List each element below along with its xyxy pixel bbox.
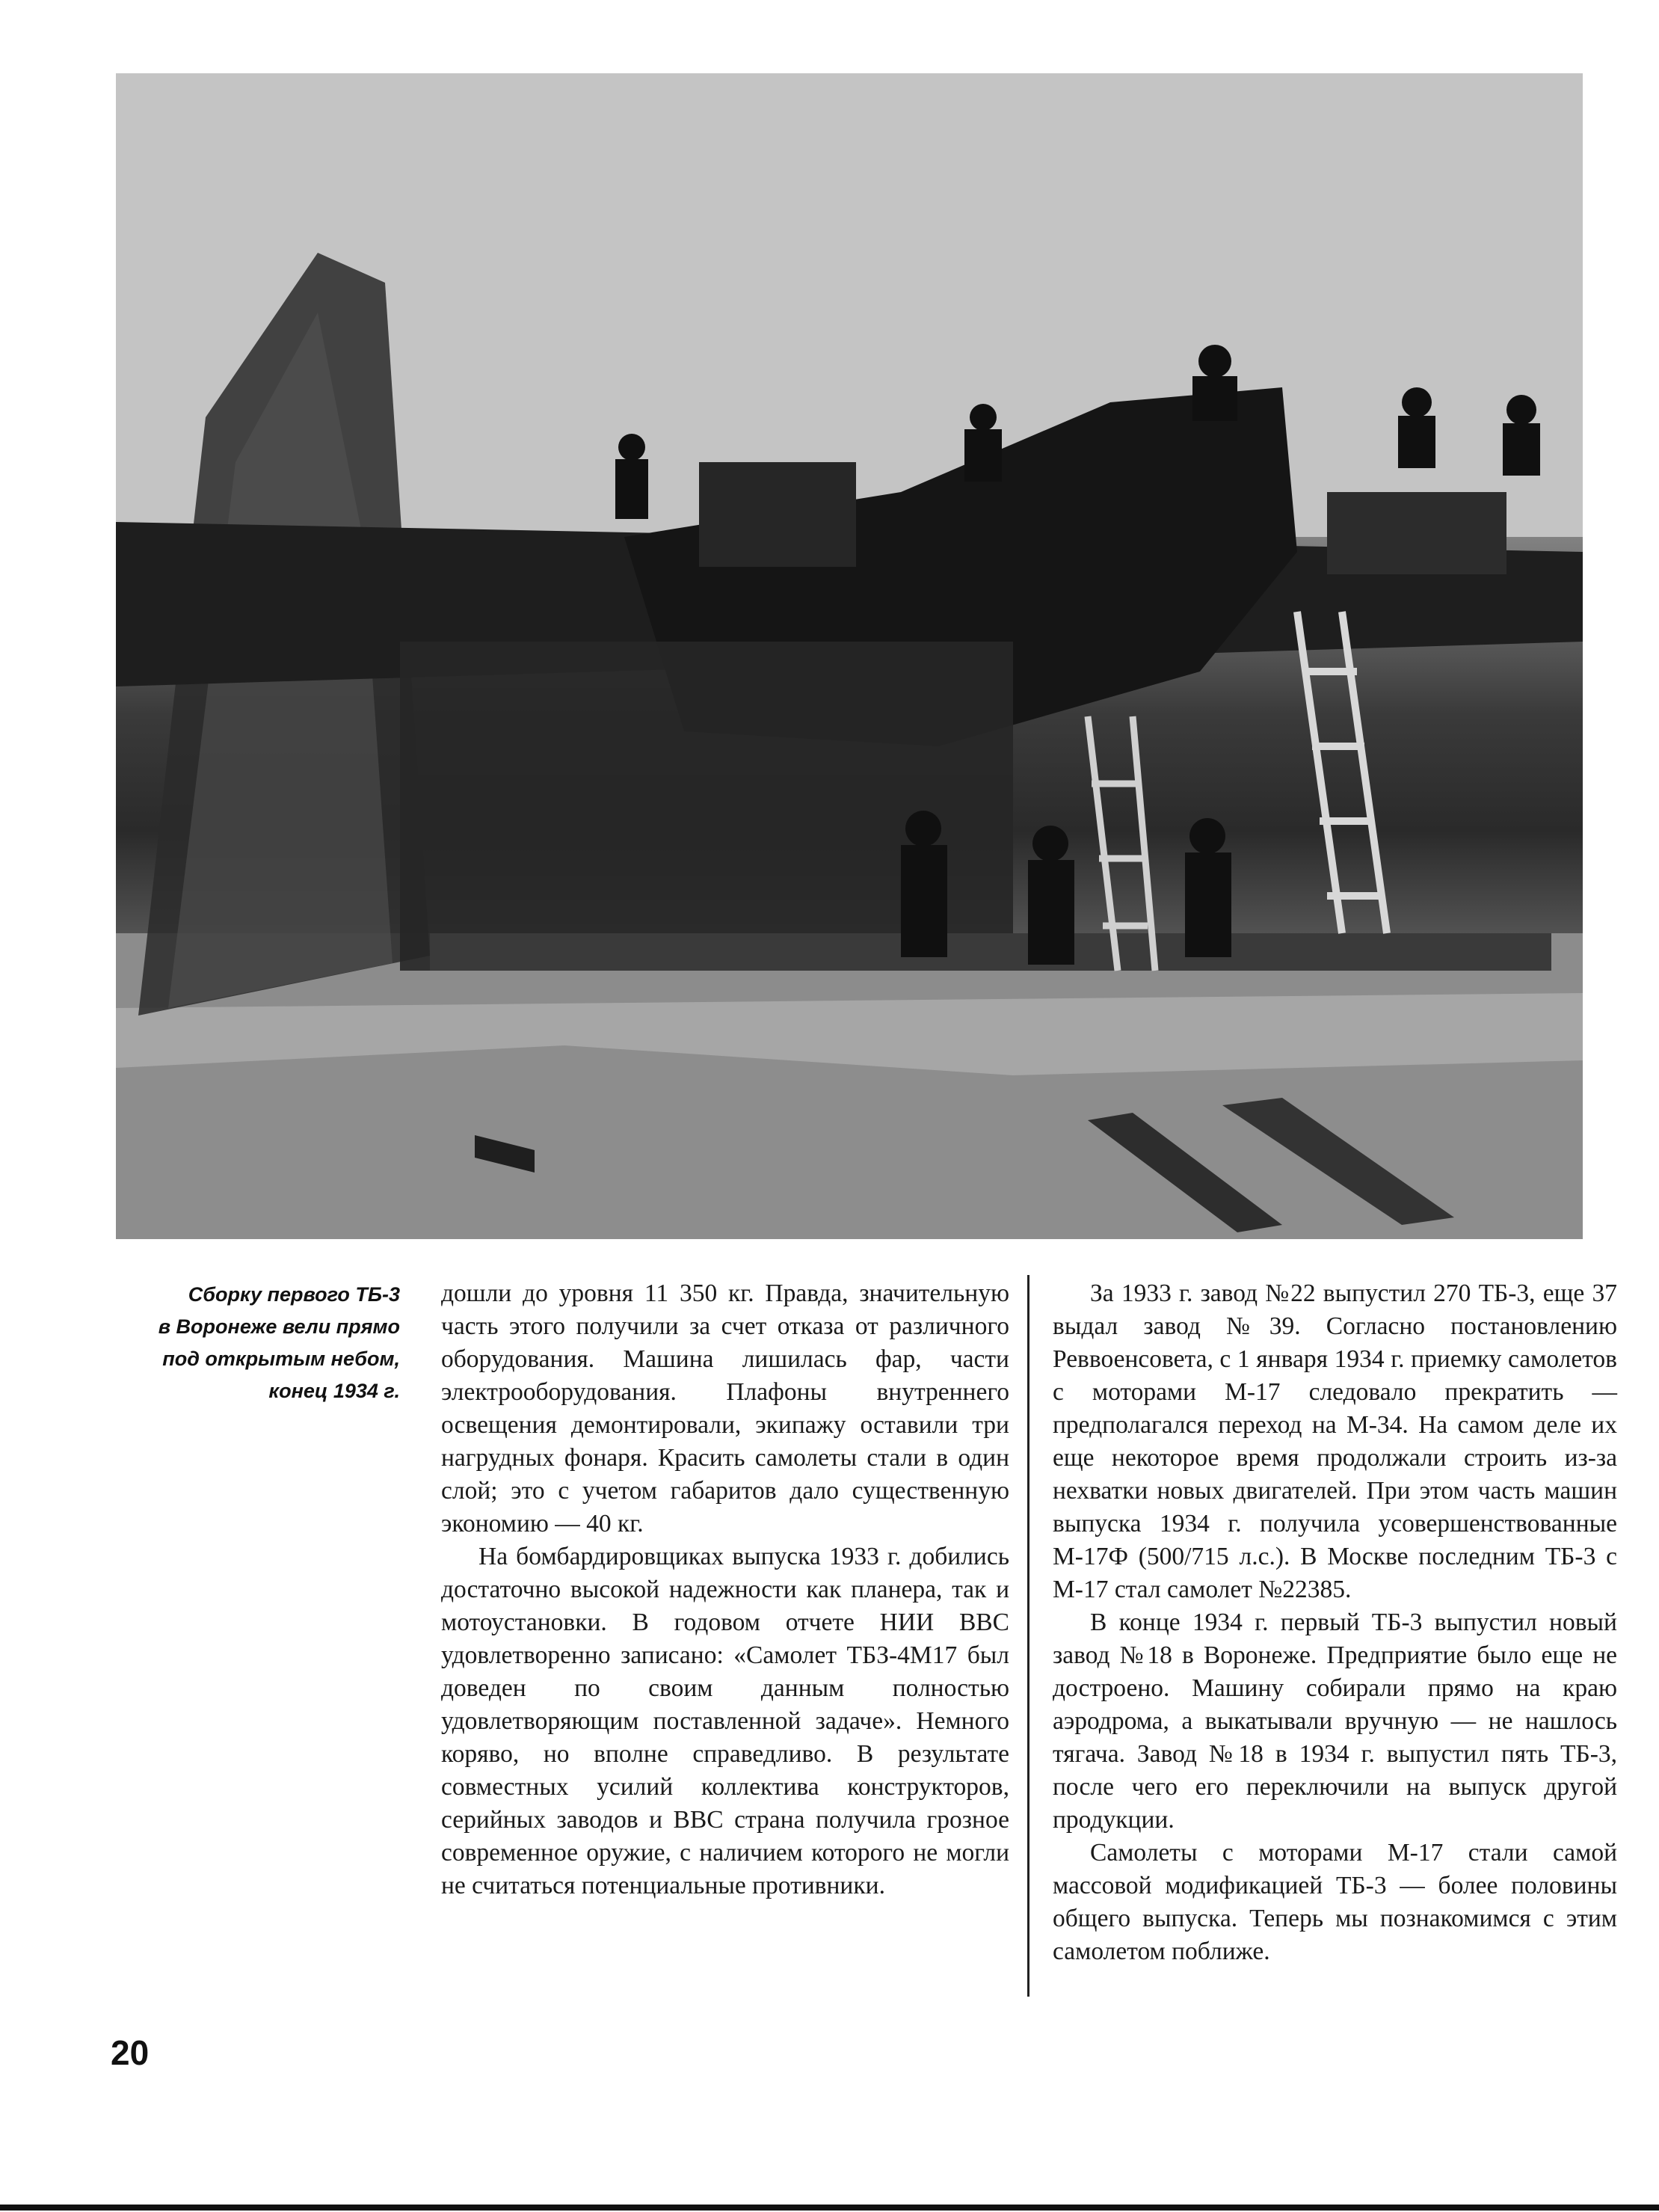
text-column-left: [441, 1277, 1009, 1902]
aircraft-assembly-illustration: [116, 73, 1583, 1239]
column-divider: [1027, 1275, 1029, 1997]
caption-line: под открытым небом,: [162, 1348, 400, 1370]
text-column-right: [1053, 1277, 1617, 1968]
paragraph: На бомбардировщиках выпуска 1933 г. добились достаточно высокой надежности как планера, так и мотоустановки. В годовом отчете НИИ ВВС удовлетворенно записано: «Самолет ТБЗ-4М17 был доведен по своим данным полностью удовлетворяющим поставленной задаче». Немного коряво, но вполне справедливо. В результате совместных усилий коллектива конструкторов, серийных заводов и ВВС страна получила грозное современное оружие, с наличием которого не могли не считаться потенциальные противники.: [441, 1543, 1009, 1899]
paragraph: За 1933 г. завод №22 выпустил 270 ТБ-3, еще 37 выдал завод №39. Согласно постановлению Реввоенсовета, с 1 января 1934 г. приемку самолетов с моторами М-17 следовало прекратить — предполагался переход на М-34. На самом деле их еще некоторое время продолжали строить из-за нехватки новых двигателей. При этом часть машин выпуска 1934 г. получила усовершенствованные М-17Ф (500/715 л.с.). В Москве последним ТБ-3 с М-17 стал самолет №22385.: [1053, 1279, 1617, 1603]
paragraph: В конце 1934 г. первый ТБ-3 выпустил новый завод №18 в Воронеже. Предприятие было еще не достроено. Машину собирали прямо на краю аэродрома, а выкатывали вручную — не нашлось тягача. Завод №18 в 1934 г. выпустил пять ТБ-3, после чего его переключили на выпуск другой продукции.: [1053, 1609, 1617, 1834]
historical-photo: [116, 73, 1583, 1239]
paragraph: Самолеты с моторами М-17 стали самой массовой модификацией ТБ-3 — более половины общего выпуска. Теперь мы познакомимся с этим самолетом поближе.: [1053, 1839, 1617, 1965]
page-number: 20: [111, 2033, 150, 2072]
caption-line: в Воронеже вели прямо: [158, 1315, 400, 1338]
caption-line: конец 1934 г.: [268, 1380, 400, 1402]
photo-caption: [127, 1279, 400, 1407]
caption-line: Сборку первого ТБ-3: [188, 1283, 400, 1306]
paragraph: дошли до уровня 11 350 кг. Правда, значительную часть этого получили за счет отказа от различного оборудования. Машина лишилась фар, части электрооборудования. Плафоны внутреннего освещения демонтировали, экипажу оставили три нагрудных фонаря. Красить самолеты стали в один слой; это с учетом габаритов дало существенную экономию — 40 кг.: [441, 1279, 1009, 1537]
bottom-rule: [0, 2205, 1659, 2211]
